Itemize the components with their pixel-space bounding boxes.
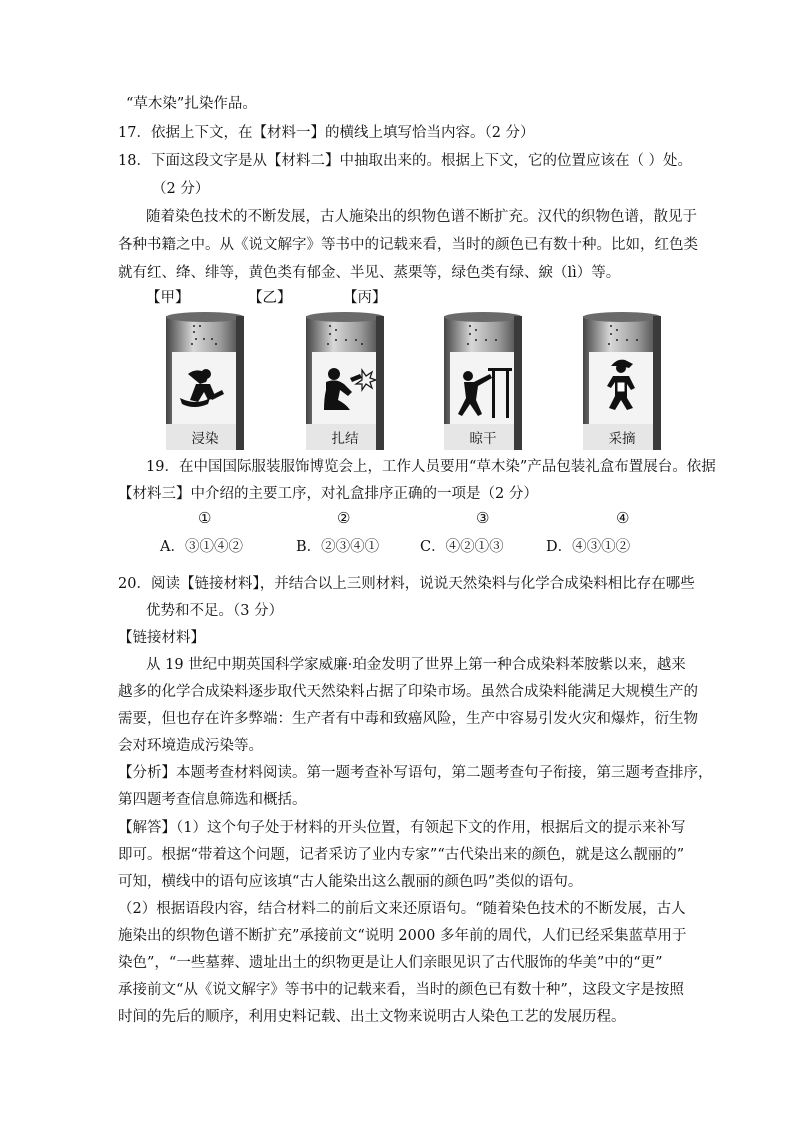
link-material-heading: 【链接材料】 [118, 630, 205, 646]
link-material-line: 越多的化学合成染料逐步取代天然染料占据了印染市场。虽然合成染料能满足大规模生产的 [118, 684, 698, 700]
marker-4: ④ [616, 509, 630, 527]
answer-line: （2）根据语段内容，结合材料二的前后文来还原语句。“随着染色技术的不断发展，古人 [118, 901, 686, 917]
question-18: 18．下面这段文字是从【材料二】中抽取出来的。根据上下文，它的位置应该在（ ）处。 [118, 153, 693, 169]
link-material-line: 从 19 世纪中期英国科学家威廉·珀金发明了世界上第一种合成染料苯胺紫以来，越来 [146, 657, 686, 673]
image-caption: 采摘 [608, 431, 636, 447]
marker-3: ③ [476, 509, 490, 527]
passage-line: 随着染色技术的不断发展，古人施染出的织物色谱不断扩充。汉代的织物色谱，散见于 [146, 209, 697, 225]
answer-line: 【解答】（1）这个句子处于材料的开头位置，有领起下文的作用，根据后文的提示来补写 [118, 820, 686, 836]
question-19-cont: 【材料三】中介绍的主要工序，对礼盒排序正确的一项是（2 分） [118, 486, 538, 502]
link-material-line: 会对环境造成污染等。 [118, 738, 263, 754]
marker-1: ① [198, 509, 212, 527]
option-b: B．②③④① [296, 539, 380, 555]
analysis-line: 第四题考查信息筛选和概括。 [118, 792, 307, 808]
image-caption: 浸染 [191, 431, 219, 447]
gift-box-image-2 [306, 312, 384, 450]
option-a: A．③①④② [160, 539, 243, 555]
question-19: 19．在中国国际服装服饰博览会上，工作人员要用“草木染”产品包装礼盒布置展台。依据 [146, 459, 716, 475]
link-material-line: 需要，但也存在许多弊端：生产者有中毒和致癌风险，生产中容易引发火灾和爆炸，衍生物 [118, 711, 698, 727]
passage-line: 就有红、绛、绯等，黄色类有郁金、半见、蒸栗等，绿色类有绿、綟（lì）等。 [118, 265, 621, 281]
analysis-line: 【分析】本题考查材料阅读。第一题考查补写语句，第二题考查句子衔接，第三题考查排序， [118, 765, 713, 781]
option-d: D．④③①② [546, 539, 631, 555]
passage-line: 各种书籍之中。从《说文解字》等书中的记载来看，当时的颜色已有数十种。比如，红色类 [118, 237, 698, 253]
answer-line: 时间的先后的顺序，利用史料记载、出土文物来说明古人染色工艺的发展历程。 [118, 1009, 626, 1025]
image-caption: 扎结 [331, 431, 359, 447]
marker-2: ② [337, 509, 351, 527]
answer-line: 施染出的织物色谱不断扩充”承接前文“说明 2000 多年前的周代，人们已经采集蓝草用于 [118, 928, 687, 944]
question-17: 17．依据上下文，在【材料一】的横线上填写恰当内容。（2 分） [118, 125, 535, 141]
gift-box-image-3 [444, 312, 522, 450]
answer-line: 承接前文“从《说文解字》等书中的记载来看，当时的颜色已有数十种”，这段文字是按照 [118, 982, 684, 998]
question-20-cont: 优势和不足。（3 分） [146, 603, 284, 619]
position-jia: 【甲】 [146, 290, 190, 306]
option-c: C．④②①③ [420, 539, 504, 555]
position-yi: 【乙】 [248, 290, 292, 306]
question-20: 20．阅读【链接材料】，并结合以上三则材料，说说天然染料与化学合成染料相比存在哪些 [118, 576, 695, 592]
answer-line: 即可。根据“带着这个问题，记者采访了业内专家”“古代染出来的颜色，就是这么靓丽的” [118, 847, 685, 863]
answer-line: 可知，横线中的语句应该填“古人能染出这么靓丽的颜色吗”类似的语句。 [118, 874, 583, 890]
answer-line: 染色”，“一些墓葬、遗址出土的织物更是让人们亲眼见识了古代服饰的华美”中的“更” [118, 955, 663, 971]
gift-box-image-1 [166, 312, 244, 450]
gift-box-image-4 [583, 312, 661, 450]
image-caption: 晾干 [469, 431, 497, 447]
position-bing: 【丙】 [343, 290, 387, 306]
intro-line: “草木染”扎染作品。 [126, 96, 257, 112]
question-18-score: （2 分） [152, 181, 210, 197]
